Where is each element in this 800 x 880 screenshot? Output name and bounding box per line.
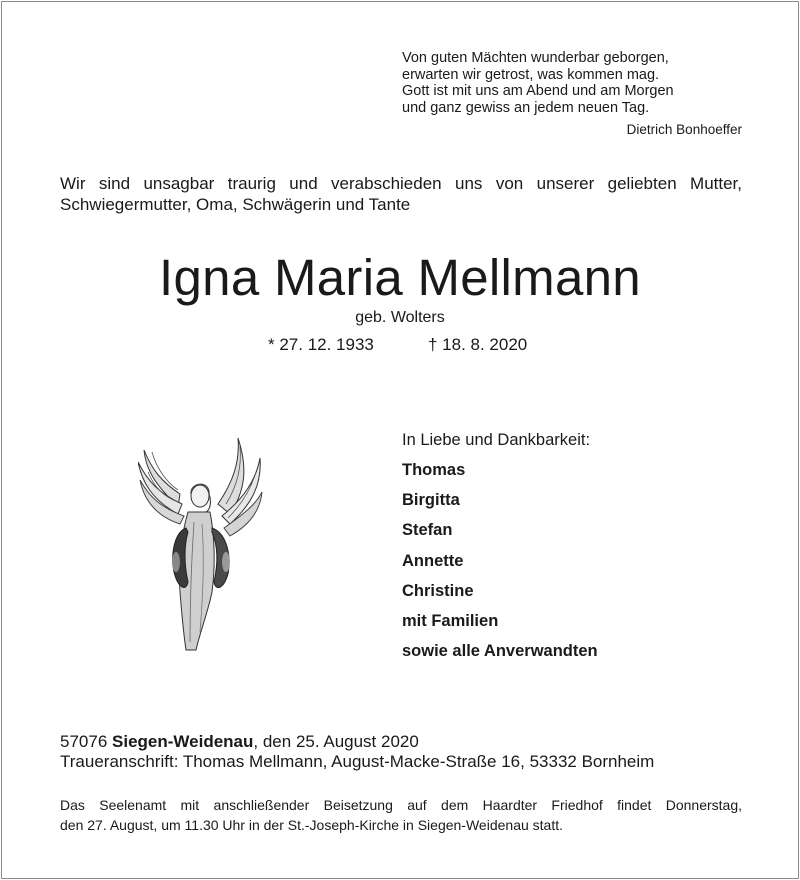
city: Siegen-Weidenau bbox=[112, 732, 254, 751]
intro-line: Wir sind unsagbar traurig und verabschieden uns von unserer geliebten Mutter, bbox=[60, 174, 742, 193]
intro-text bbox=[60, 173, 742, 215]
mourner-name: Stefan bbox=[402, 521, 453, 540]
service-line: den 27. August, um 11.30 Uhr in der St.-Joseph-Kirche in Siegen-Weidenau statt. bbox=[60, 817, 563, 833]
mourner-name: Annette bbox=[402, 551, 464, 570]
poem-line: erwarten wir getrost, was kommen mag. bbox=[402, 66, 660, 83]
poem-line: Von guten Mächten wunderbar geborgen, bbox=[402, 50, 669, 66]
mourner-name: sowie alle Anverwandten bbox=[402, 642, 598, 661]
poem-line: und ganz gewiss an jedem neuen Tag. bbox=[402, 99, 650, 116]
mourners-list bbox=[402, 460, 598, 671]
poem bbox=[402, 50, 742, 116]
mourners-intro: In Liebe und Dankbarkeit: bbox=[402, 431, 591, 449]
service-line: Das Seelenamt mit anschließender Beisetzung auf dem Haardter Friedhof findet Donnerstag, bbox=[60, 797, 742, 813]
intro-line: Schwiegermutter, Oma, Schwägerin und Tante bbox=[60, 195, 411, 214]
postcode: 57076 bbox=[60, 732, 108, 751]
death-date: † 18. 8. 2020 bbox=[428, 335, 528, 354]
birth-date: * 27. 12. 1933 bbox=[268, 335, 374, 354]
poem-author: Dietrich Bonhoeffer bbox=[626, 122, 742, 137]
poem-line: Gott ist mit uns am Abend und am Morgen bbox=[402, 83, 674, 100]
angel-icon bbox=[138, 432, 264, 654]
place-date-line bbox=[60, 731, 419, 752]
mourner-name: Thomas bbox=[402, 461, 466, 479]
mourning-address: Traueranschrift: Thomas Mellmann, August-Macke-Straße 16, 53332 Bornheim bbox=[60, 752, 655, 771]
deceased-name: Igna Maria Mellmann bbox=[159, 249, 641, 306]
mourner-name: Christine bbox=[402, 581, 474, 600]
maiden-name: geb. Wolters bbox=[355, 309, 445, 326]
notice-date: , den 25. August 2020 bbox=[253, 732, 419, 751]
mourner-name: Birgitta bbox=[402, 491, 460, 510]
service-info bbox=[60, 795, 742, 835]
mourner-name: mit Familien bbox=[402, 611, 499, 630]
